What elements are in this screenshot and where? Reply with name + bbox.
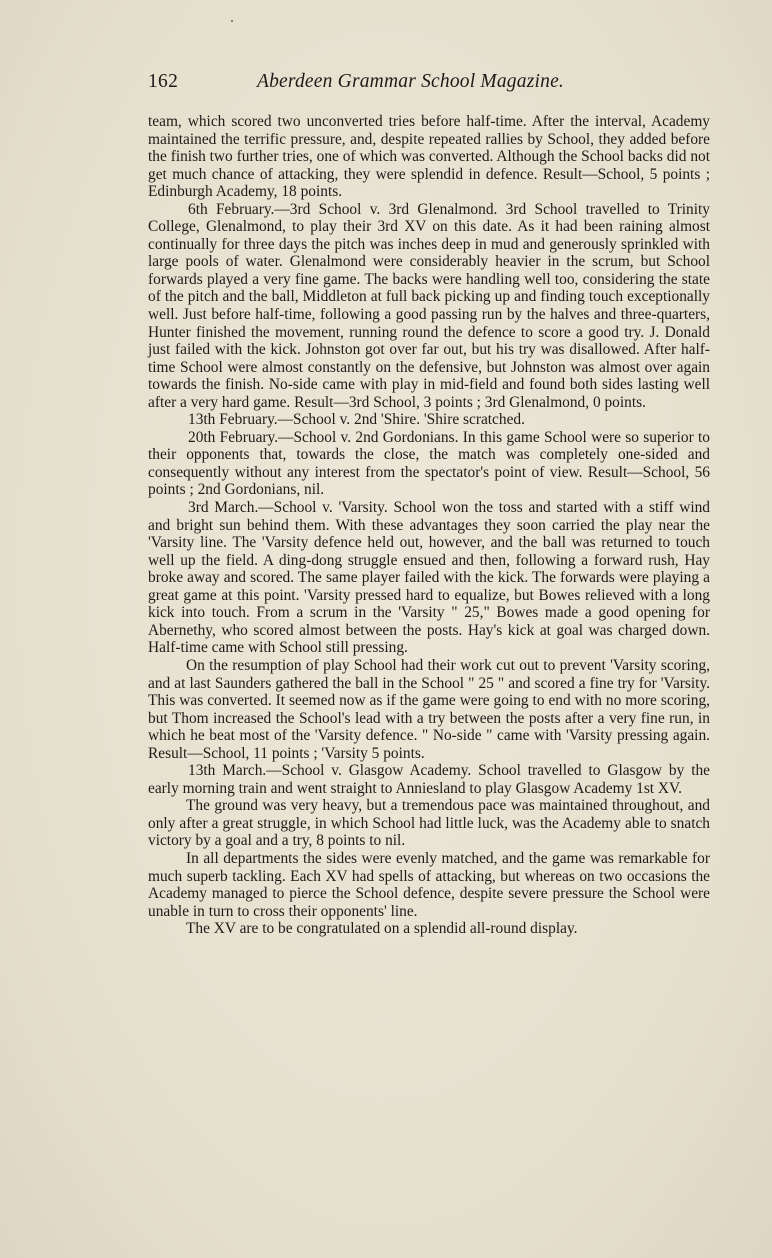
paragraph-varsity-first-half: 3rd March.—School v. 'Varsity. School won the toss and started with a stiff wind and bright sun behind them. With these advantages they soon carried the play near the 'Varsity line. The 'Varsity defence held out, however, and the ball was returned to touch well up the field. A ding-dong struggle ensued and then, following a forward rush, Hay broke away and scored. The same player failed with the kick. The forwards were playing a great game at this point. 'Varsity pressed hard to equalize, but Bowes relieved with a long kick into touch. From a scrum in the 'Varsity " 25," Bowes made a good opening for Abernethy, who scored almost between the posts. Hay's kick at goal was charged down. Half-time came with School still pressing. <box>148 499 710 657</box>
paragraph-glenalmond-match: 6th February.—3rd School v. 3rd Glenalmond. 3rd School travelled to Trinity College, Glenalmond, to play their 3rd XV on this date. As it had been raining almost continually for three days the pitch was inches deep in mud and generously sprinkled with large pools of water. Glenalmond were considerably heavier in the scrum, but School forwards played a very fine game. The backs were handling well too, considering the state of the pitch and the ball, Middleton at full back picking up and finding touch exceptionally well. Just before half-time, following a good passing run by the halves and three-quarters, Hunter finished the movement, running round the defence to score a good try. J. Donald just failed with the kick. Johnston got over far out, but his try was disallowed. After half-time School were almost constantly on the defensive, but Johnston was almost over again towards the finish. No-side came with play in mid-field and found both sides lasting well after a very hard game. Result—3rd School, 3 points ; 3rd Glenalmond, 0 points. <box>148 200 710 411</box>
running-header <box>148 68 718 96</box>
article-body <box>148 113 710 938</box>
paragraph-glasgow-academy-match: 13th March.—School v. Glasgow Academy. School travelled to Glasgow by the early morning train and went straight to Anniesland to play Glasgow Academy 1st XV. <box>148 762 710 797</box>
paragraph-glasgow-ground: The ground was very heavy, but a tremendous pace was maintained throughout, and only after a great struggle, in which School had little luck, was the Academy able to snatch victory by a goal and a try, 8 points to nil. <box>148 797 710 850</box>
paper-speck <box>231 20 233 22</box>
magazine-title: Aberdeen Grammar School Magazine. <box>257 71 564 92</box>
page-number: 162 <box>148 71 179 92</box>
paragraph-gordonians-match: 20th February.—School v. 2nd Gordonians. In this game School were so superior to their opponents that, towards the close, the match was completely one-sided and consequently without any interest from the spectator's point of view. Result—School, 56 points ; 2nd Gordonians, nil. <box>148 428 710 499</box>
paragraph-congratulations: The XV are to be congratulated on a splendid all-round display. <box>186 920 578 938</box>
paragraph-edinburgh-result: team, which scored two unconverted tries before half-time. After the interval, Academy maintained the terrific pressure, and, despite repeated rallies by School, they added before the finish two further tries, one of which was converted. Although the School backs did not get much chance of attacking, they were splendid in defence. Result—School, 5 points ; Edinburgh Academy, 18 points. <box>148 113 710 201</box>
paragraph-shire-match: 13th February.—School v. 2nd 'Shire. 'Shire scratched. <box>188 411 525 429</box>
paragraph-varsity-second-half: On the resumption of play School had their work cut out to prevent 'Varsity scoring, and at last Saunders gathered the ball in the School " 25 " and scored a fine try for 'Varsity. This was converted. It seemed now as if the game were going to end with no more scoring, but Thom increased the School's lead with a try between the posts after a very fine run, in which he beat most of the 'Varsity defence. " No-side " came with 'Varsity pressing again. Result—School, 11 points ; 'Varsity 5 points. <box>148 656 710 762</box>
paragraph-glasgow-departments: In all departments the sides were evenly matched, and the game was remarkable for much superb tackling. Each XV had spells of attacking, but whereas on two occasions the Academy managed to pierce the School defence, despite severe pressure the School were unable in turn to cross their opponents' line. <box>148 849 710 920</box>
